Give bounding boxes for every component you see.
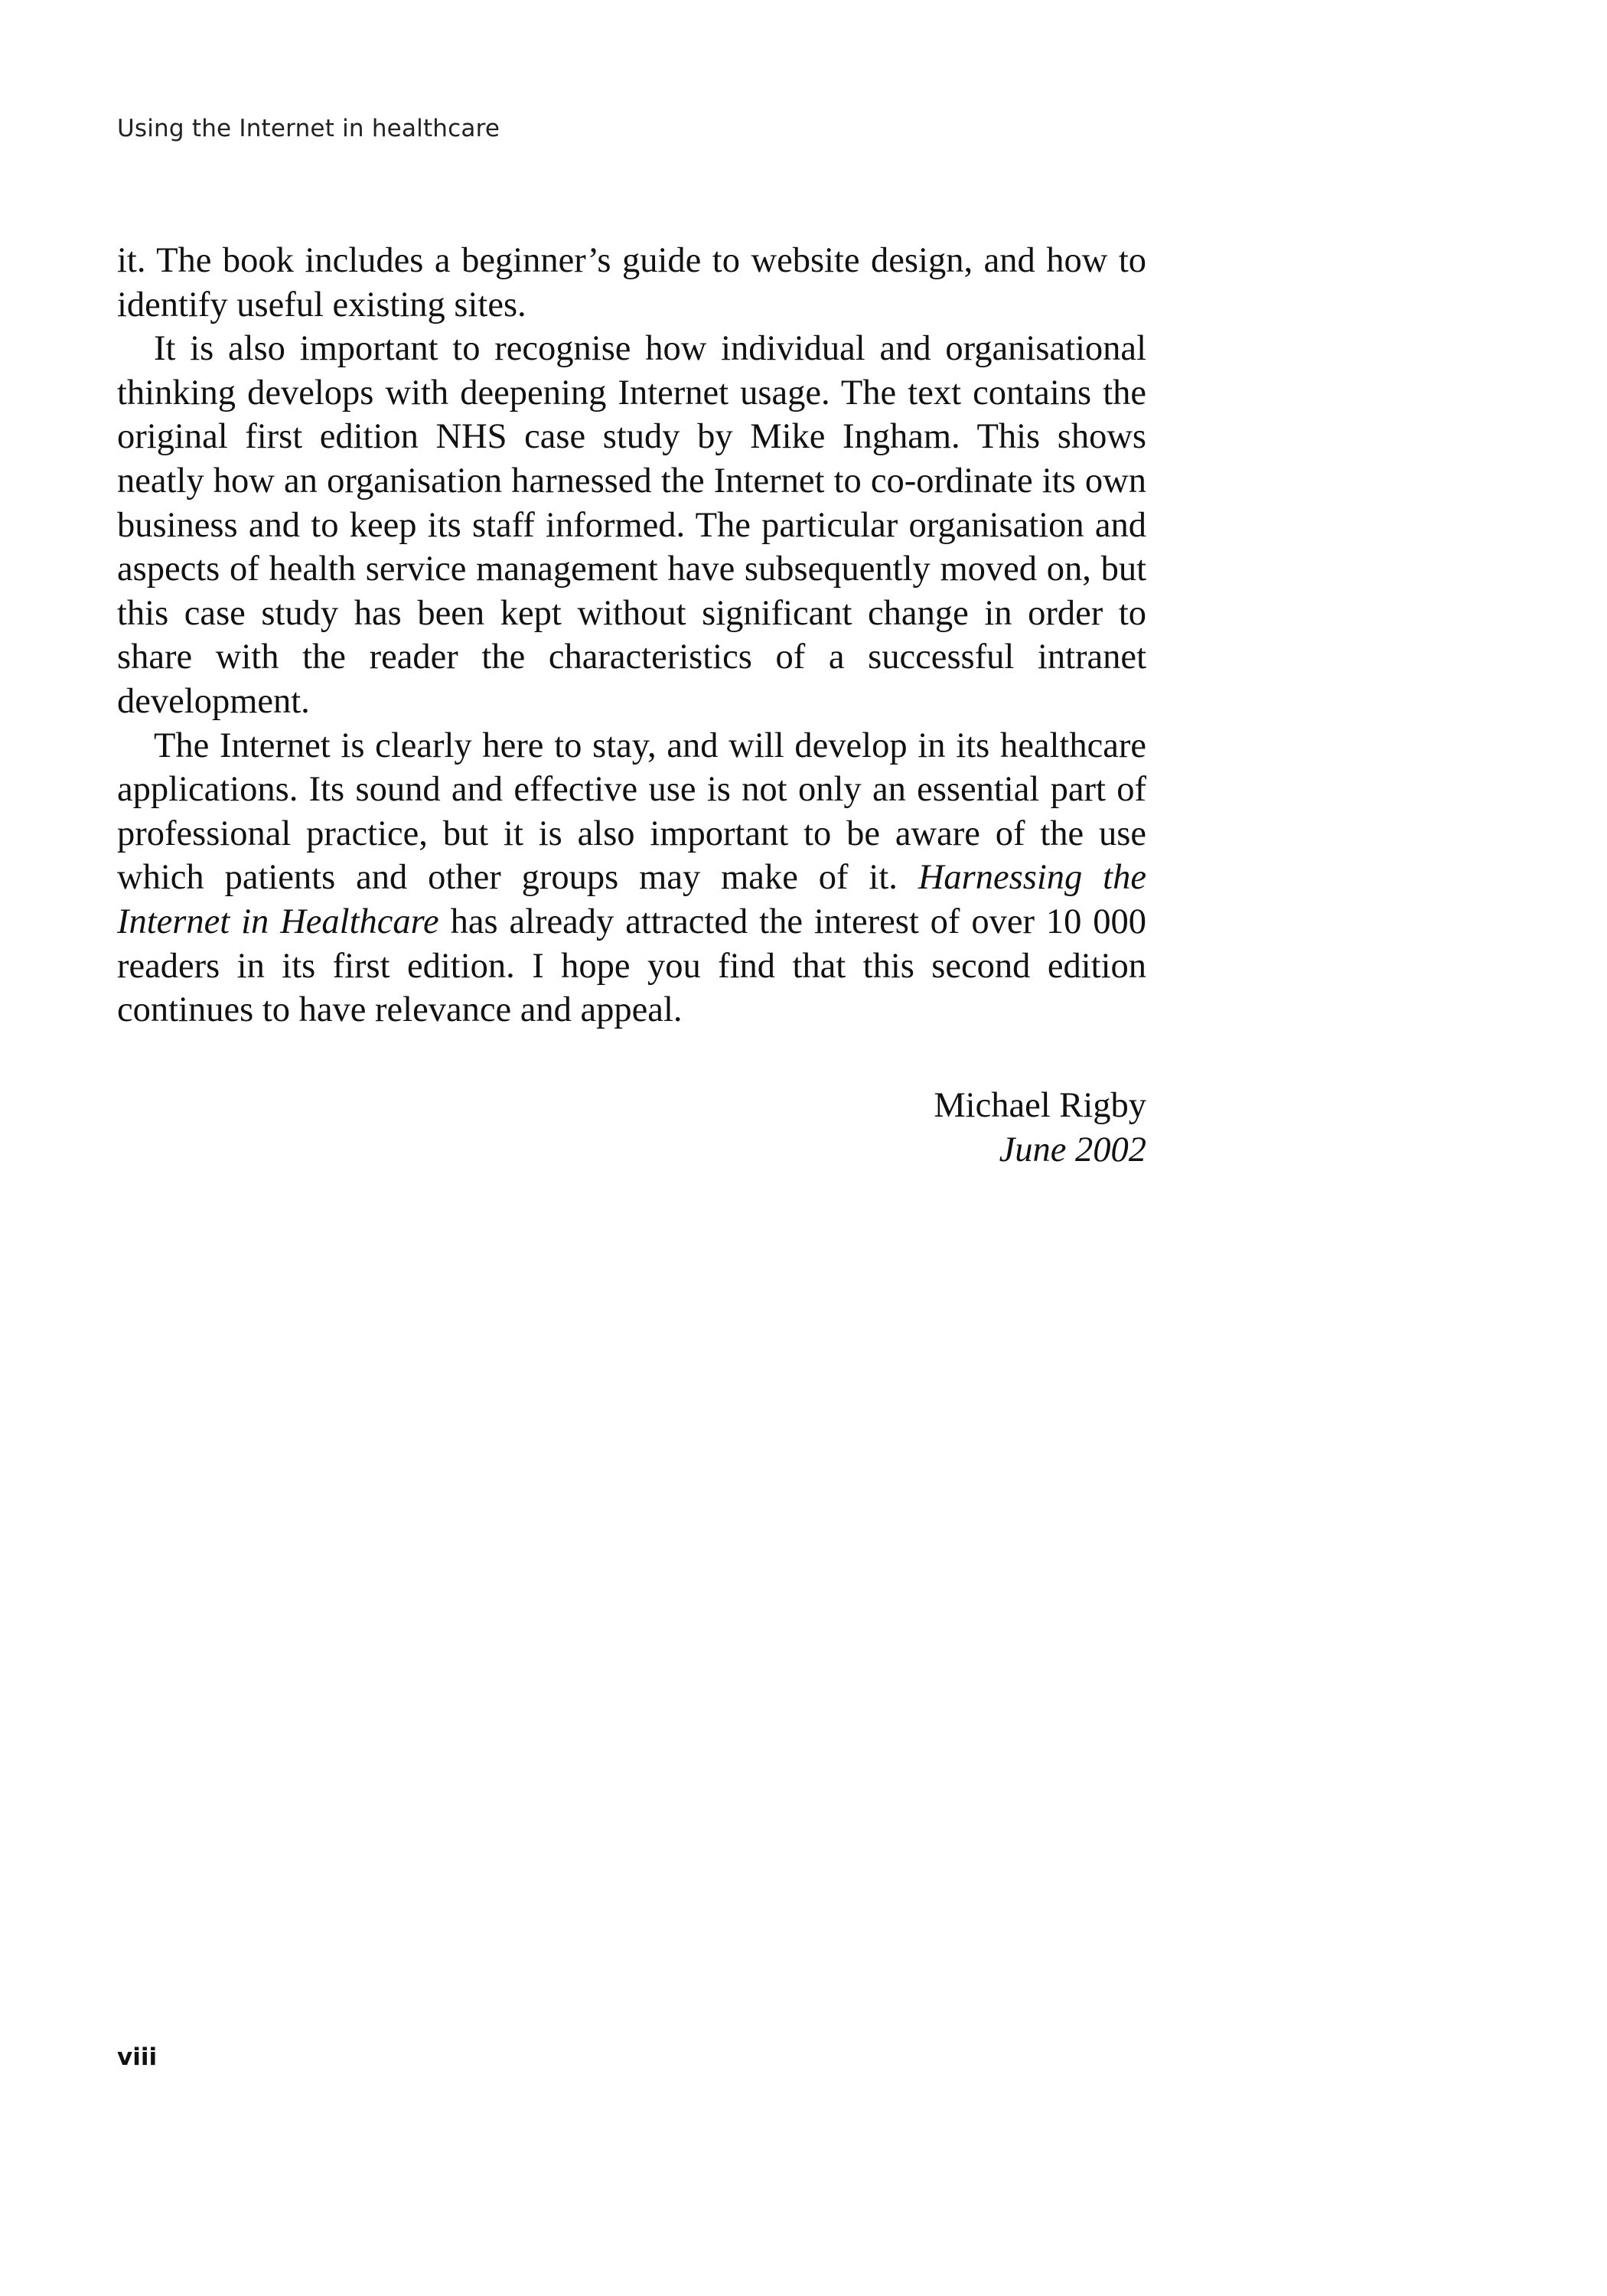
signature-block — [934, 1084, 1146, 1172]
signature-date: June 2002 — [999, 1130, 1146, 1169]
author-name: Michael Rigby — [934, 1086, 1146, 1125]
running-head: Using the Internet in healthcare — [117, 115, 500, 142]
paragraph-2: It is also important to recognise how individual and organisational thinking develops with deepening Internet usage. The text contains the original first edition NHS case study by Mike Ingham. This shows neatly how an organisation harnessed the Internet to co-ordinate its own business and to keep its staff informed. The particular organisation and aspects of health service management have subsequently moved on, but this case study has been kept without significant change in order to share with the reader the characteristics of a successful intranet development. — [117, 329, 1146, 721]
paragraph-3-start: The Internet is clearly here to stay, and will develop in its healthcare applications. Its sound and effective use is not only an essential part of professional practice, but it is also important to be aware of the use which patients and other groups may make of it. — [117, 726, 1146, 898]
page-number: viii — [117, 2043, 158, 2071]
paragraph-3 — [117, 724, 1146, 1032]
paragraph-1: it. The book includes a beginner’s guide to website design, and how to identify useful existing sites. — [117, 241, 1146, 325]
book-title: Harnessing the Internet in Healthcare — [117, 858, 1146, 941]
body-text — [117, 239, 1146, 1032]
paragraph-3-end: has already attracted the interest of over 10 000 readers in its first edition. I hope you find that this second edition continues to have relevance and appeal. — [117, 902, 1147, 1030]
